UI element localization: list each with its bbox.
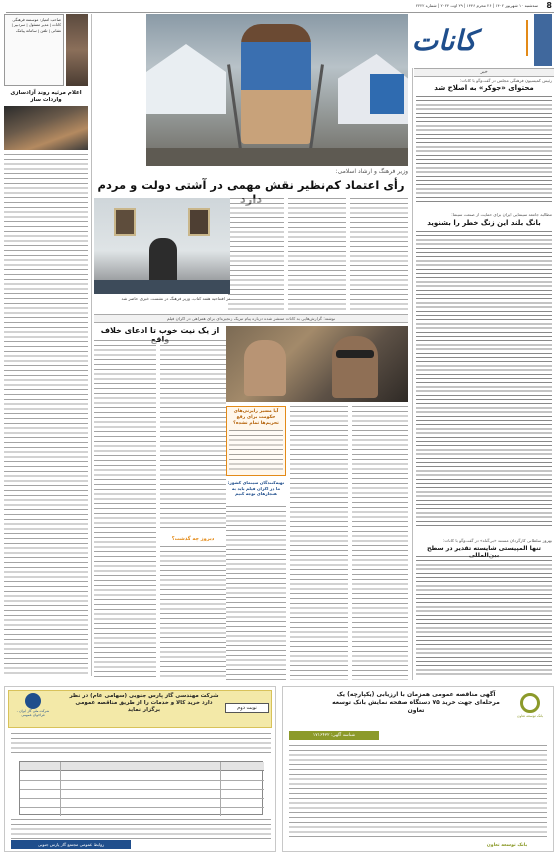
story1-kicker: رئیس کمیسیون فرهنگی مجلس در گفت‌وگو با کانات: [459,78,552,83]
film-body-b [290,406,348,680]
top-photo [146,14,408,166]
second-title: از یک نیت خوب تا ادعای خلاف [100,326,220,335]
main-body-col2 [288,198,346,310]
masthead-box [4,14,64,86]
header-rule [6,12,554,13]
left-photo [66,14,88,86]
minister-photo [94,198,230,294]
pullquote: دیروز چه گذشت؟ [171,536,215,542]
bank-logo-text: بانک توسعه تعاون [516,714,544,718]
left-ad-notes [11,819,271,839]
minister-caption: در افتتاحیه هفته کتاب، وزیر فرهنگ در نشست خبری حاضر شد [121,296,230,301]
story3-body [416,556,552,676]
gas-logo-text: شرکت ملی گاز ایران - فراخوان عمومی [16,709,50,718]
logo-text: کانات [411,23,477,57]
left-ad-body: شرکت مهندسی گاز پارس جنوبی (سهامی عام) در نظر دارد خرید کالا و خدمات را از طریق مناقصه عمومی برگزار نماید [69,693,219,713]
left-ad-footer: روابط عمومی مجتمع گاز پارس جنوبی [11,840,131,849]
right-ad-text [289,745,547,837]
left-ad-table [19,761,263,815]
left-ad-badge: نوبت دوم [225,703,269,713]
gas-logo [13,693,53,723]
mid-box-title: آیا مسیر رایزنی‌های حکومت برای رفع تحریم‌ها تمام نشده؟ [233,409,279,426]
story2-title: بانگ بلند این زنگ خطر را بشنوید [427,219,541,227]
main-body-col1 [350,198,408,310]
mid-box [226,406,286,476]
main-title: رأی اعتماد کم‌نظیر نقش مهمی در آشتی دولت و مردم [97,178,405,192]
page-number: 8 [546,1,552,10]
divider-tag: نوشته: گزارش‌هایی به کانات منتشر شده درباره پیام تبریک زنجیره‌ای برای همراهی در اکران فیلم [94,314,408,323]
right-ad [282,686,554,852]
film-body-c [226,506,286,680]
right-ad-footer: بانک توسعه تعاون [486,843,528,848]
story2-body [416,231,552,529]
film-body-a [352,406,408,680]
left-ad [4,686,276,852]
story2-kicker: مطالبه جامعه سینمایی ایران برای حمایت از صنعت سینما: [451,212,552,217]
left-ad-text [11,733,271,757]
story1-title: محتوای «جوکر» به اصلاح شد [434,84,534,92]
left-story-title: اعلام مرثیه روند آزادسازی واردات ساز [10,90,82,103]
section-tag: خبر [414,68,554,77]
film-photo [226,326,408,402]
masthead-text: صاحب امتیاز: موسسه فرهنگی کانات | مدیر مسئول | سردبیر | نشانی | تلفن | سامانه پیامک [11,17,61,33]
right-ad-code: شناسه آگهی: ۱۷۱۶۴۳۲ [289,731,379,740]
second-body-a [94,340,156,680]
left-story-photo [4,106,88,150]
second-body-b [160,340,226,528]
right-col-divider [412,68,413,680]
logo-stripe [526,20,528,56]
main-body-col3 [228,198,284,310]
logo-mark [534,14,552,66]
left-story-body [4,154,88,676]
edition-line: سه‌شنبه ۱۰ شهریور ۱۴۰۲ | ۲۶ محرم ۱۴۴۶ | ۲۹ اوت ۲۰۲۴ | شماره ۲۲۲۲ [415,3,538,8]
main-kicker: وزیر فرهنگ و ارشاد اسلامی: [335,168,408,175]
story3-title: تنها المپیستی شایسته تقدیر در سطح [427,545,541,552]
story3-kicker: بهروز سلطانی کارگردان مستند «بی‌گناه» در گفت‌وگو با کانات: [442,538,552,543]
logo [408,20,480,60]
right-ad-title: آگهی مناقصه عمومی همزمان با ارزیابی (یکپارچه) یک مرحله‌ای جهت خرید ۷۵ دستگاه صفحه نمایش بانک توسعه تعاون [332,691,500,714]
left-col-divider [91,14,92,676]
bank-logo [513,693,547,727]
second-body-c [160,546,226,680]
story1-body [416,96,552,204]
right-sub: تهیه‌کنندگان سینمای کشور: ما در اکران فیلم باید به هنجارهای توجه کنیم [227,480,285,497]
